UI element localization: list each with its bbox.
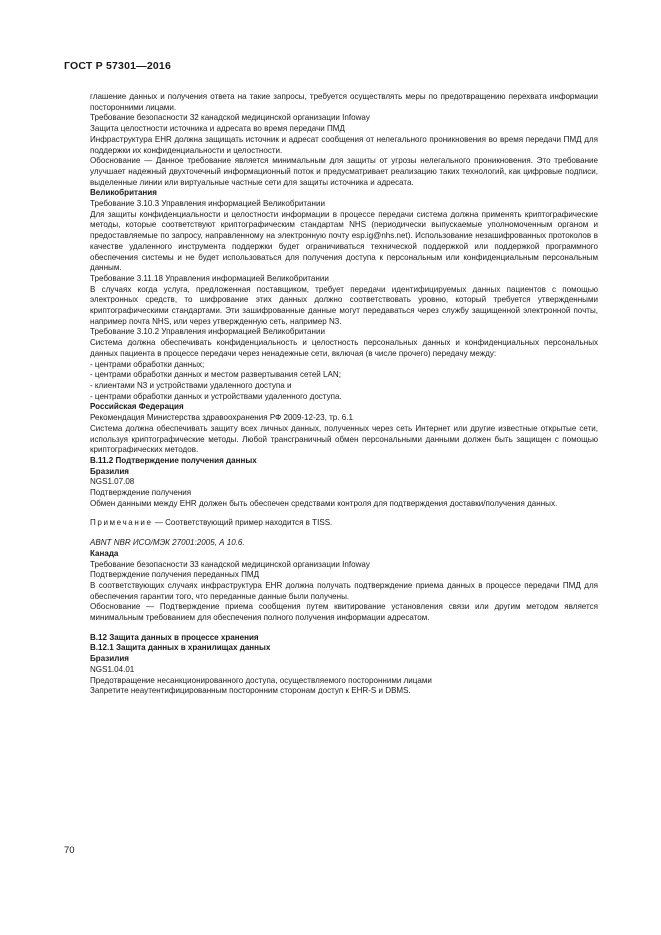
requirement-code: NGS1.07.08 [90, 477, 135, 487]
requirement-subtitle: Подтверждение получения переданных ПМД [90, 570, 260, 580]
list-item: - центрами обработки данных и устройствами удаленного доступа. [90, 392, 598, 403]
requirement-title: Требование 3.10.2 Управления информацией Великобритании [90, 327, 325, 337]
list-item: - центрами обработки данных; [90, 360, 598, 371]
requirement-title: Рекомендация Министерства здравоохранения РФ 2009-12-23, тр. 6.1 [90, 413, 353, 423]
country-heading-uk: Великобритания [90, 188, 157, 198]
document-header: ГОСТ Р 57301—2016 [64, 60, 172, 72]
paragraph: глашение данных и получения ответа на такие запросы, требуется осуществлять меры по предотвращению перехвата информации посторонними лицами. [90, 92, 598, 112]
requirement-title: Предотвращение несанкционированного доступа, осуществляемого посторонними лицами [90, 675, 432, 685]
page-body [90, 92, 598, 697]
note-text: — Соответствующий пример находится в TISS. [152, 518, 333, 528]
requirement-title: Требование 3.10.3 Управления информацией Великобритании [90, 199, 325, 209]
list-item: - клиентами N3 и устройствами удаленного доступа и [90, 381, 598, 392]
requirement-subtitle: Защита целостности источника и адресата во время передачи ПМД [90, 124, 345, 134]
requirement-title: Требование безопасности 33 канадской медицинской организации Infoway [90, 559, 370, 569]
requirement-title: Требование 3.11.18 Управления информацией Великобритании [90, 273, 329, 283]
paragraph: В случаях когда услуга, предложенная поставщиком, требует передачи идентифицируемых данных пациентов с помощью электронных средств, то шифрование этих данных должно соответствовать уровню, который требуется утвержденными криптографическими стандартами. Эти зашифрованные данные могут передаваться через службу защищенной электронной почты, например почта NHS, или через утвержденную сеть, например N3. [90, 284, 598, 326]
paragraph: Обмен данными между EHR должен быть обеспечен средствами контроля для подтверждения доставки/получения данных. [90, 498, 558, 508]
paragraph: Обоснование — Данное требование является минимальным для защиты от угрозы нелегального проникновения. Это требование улучшает надежный двухточечный информационный поток и предусматривает реализацию таких технологий, как цифровые подписи, выделенные линии или виртуальные частные сети для защиты источника и адресата. [90, 156, 598, 187]
country-heading-brazil: Бразилия [90, 654, 129, 664]
paragraph: Инфраструктура EHR должна защищать источник и адресат сообщения от нелегального проникновения во время передачи ПМД для поддержки их конфиденциальности и целостности. [90, 134, 598, 155]
section-heading-b11-2: В.11.2 Подтверждение получения данных [90, 455, 257, 465]
note [90, 518, 598, 529]
paragraph: Система должна обеспечивать конфиденциальность и целостность персональных данных и конфиденциальных персональных данных пациента в процессе передачи через ненадежные сети, включая (в числе прочего) передачу между: [90, 338, 598, 358]
note-label: Примечание [90, 518, 153, 528]
requirement-title: Подтверждение получения [90, 488, 192, 498]
paragraph: Запретите неаутентифицированным посторонним сторонам доступ к EHR-S и DBMS. [90, 686, 411, 696]
country-heading-canada: Канада [90, 548, 119, 558]
paragraph: Система должна обеспечивать защиту всех личных данных, полученных через сеть Интернет или другие известные открытые сети, используя криптографические методы. Любой трансграничный обмен персональными данными должен быть защищен с помощью криптографических методов. [90, 423, 598, 455]
section-heading-b12-1: В.12.1 Защита данных в хранилищах данных [90, 643, 271, 653]
country-heading-ru: Российская Федерация [90, 402, 184, 412]
list-item: - центрами обработки данных и местом развертывания сетей LAN; [90, 370, 598, 381]
requirement-title: Требование безопасности 32 канадской медицинской организации Infoway [90, 113, 370, 123]
section-heading-b12: В.12 Защита данных в процессе хранения [90, 632, 259, 642]
country-heading-brazil: Бразилия [90, 466, 129, 476]
paragraph: Для защиты конфиденциальности и целостности информации в процессе передачи система должна применять криптографические методы, которые соответствуют криптографическим стандартам NHS (периодически выпускаемые уполномоченным органом и предоставляемые по запросу, направленному на электронную почту esp.ig@nhs.net). Использование незашифрованных протоколов в качестве удаленного инструмента поддержки будет ограничиваться технической поддержкой или поддержкой программного обеспечения системы и не будет использоваться для получения доступа к персональным или конфиденциальным персональным данным. [90, 209, 598, 273]
paragraph: Обоснование — Подтверждение приема сообщения путем квитирование установления связи или другим методом является минимальным требованием для обеспечения полного получения информации адресатом. [90, 602, 598, 623]
standard-reference: ABNT NBR ИСО/МЭК 27001:2005, А 10.6. [90, 538, 245, 548]
requirement-code: NGS1.04.01 [90, 664, 135, 674]
page-number: 70 [64, 845, 75, 856]
paragraph: В соответствующих случаях инфраструктура EHR должна получать подтверждение приема данных в процессе передачи ПМД для обеспечения гарантии того, что переданные данные были получены. [90, 580, 598, 601]
